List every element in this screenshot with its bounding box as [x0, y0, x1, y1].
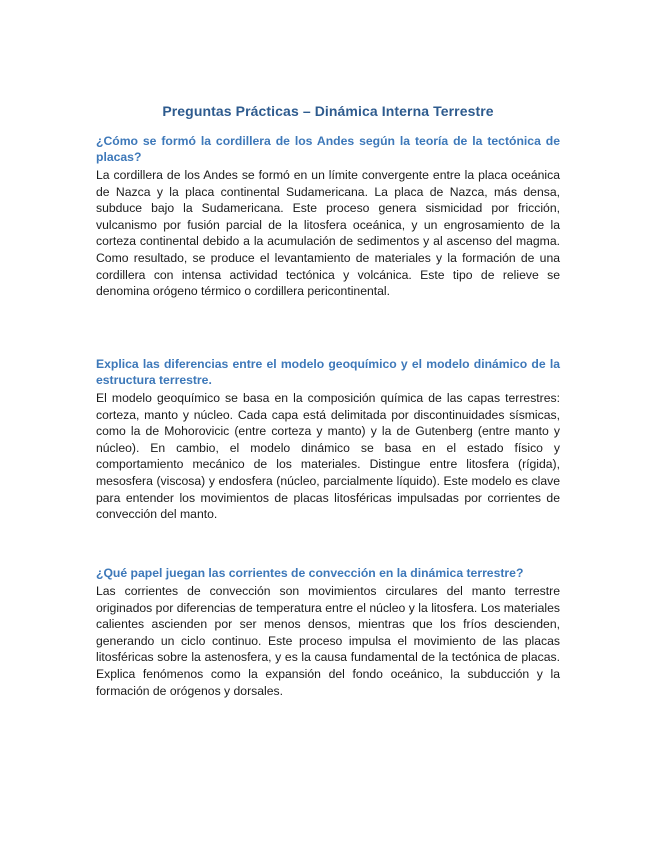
- answer-paragraph: Las corrientes de convección son movimientos circulares del manto terrestre originados por diferencias de temperatura entre el núcleo y la litosfera. Los materiales calientes ascienden por ser menos densos, mientras que los fríos descienden, generando un ciclo continuo. Este proceso impulsa el movimiento de las placas litosféricas sobre la astenosfera, y es la causa fundamental de la tectónica de placas. Explica fenómenos como la expansión del fondo oceánico, la subducción y la formación de orógenos y dorsales.: [96, 584, 560, 698]
- question-section: [96, 356, 560, 523]
- question-heading: Explica las diferencias entre el modelo geoquímico y el modelo dinámico de la estructura terrestre.: [96, 357, 560, 387]
- question-section: [96, 133, 560, 300]
- answer-paragraph: El modelo geoquímico se basa en la composición química de las capas terrestres: corteza, manto y núcleo. Cada capa está delimitada por discontinuidades sísmicas, como la de Mohorovicic (entre corteza y manto) y la de Gutenberg (entre manto y núcleo). En cambio, el modelo dinámico se basa en el estado físico y comportamiento mecánico de los materiales. Distingue entre litosfera (rígida), mesosfera (viscosa) y endosfera (núcleo, parcialmente líquido). Este modelo es clave para entender los movimientos de placas litosféricas impulsadas por corrientes de convección del manto.: [96, 391, 560, 522]
- page-title: Preguntas Prácticas – Dinámica Interna Terrestre: [162, 103, 494, 119]
- question-heading: ¿Cómo se formó la cordillera de los Andes según la teoría de la tectónica de placas?: [96, 134, 560, 164]
- answer-paragraph: La cordillera de los Andes se formó en un límite convergente entre la placa oceánica de Nazca y la placa continental Sudamericana. La placa de Nazca, más densa, subduce bajo la Sudamericana. Este proceso genera sismicidad por fricción, vulcanismo por fusión parcial de la litosfera oceánica, y un engrosamiento de la corteza continental debido a la acumulación de sedimentos y al ascenso del magma. Como resultado, se produce el levantamiento de materiales y la formación de una cordillera con intensa actividad tectónica y volcánica. Este tipo de relieve se denomina orógeno térmico o cordillera pericontinental.: [96, 168, 560, 299]
- question-section: [96, 565, 560, 699]
- question-heading: ¿Qué papel juegan las corrientes de convección en la dinámica terrestre?: [96, 566, 524, 580]
